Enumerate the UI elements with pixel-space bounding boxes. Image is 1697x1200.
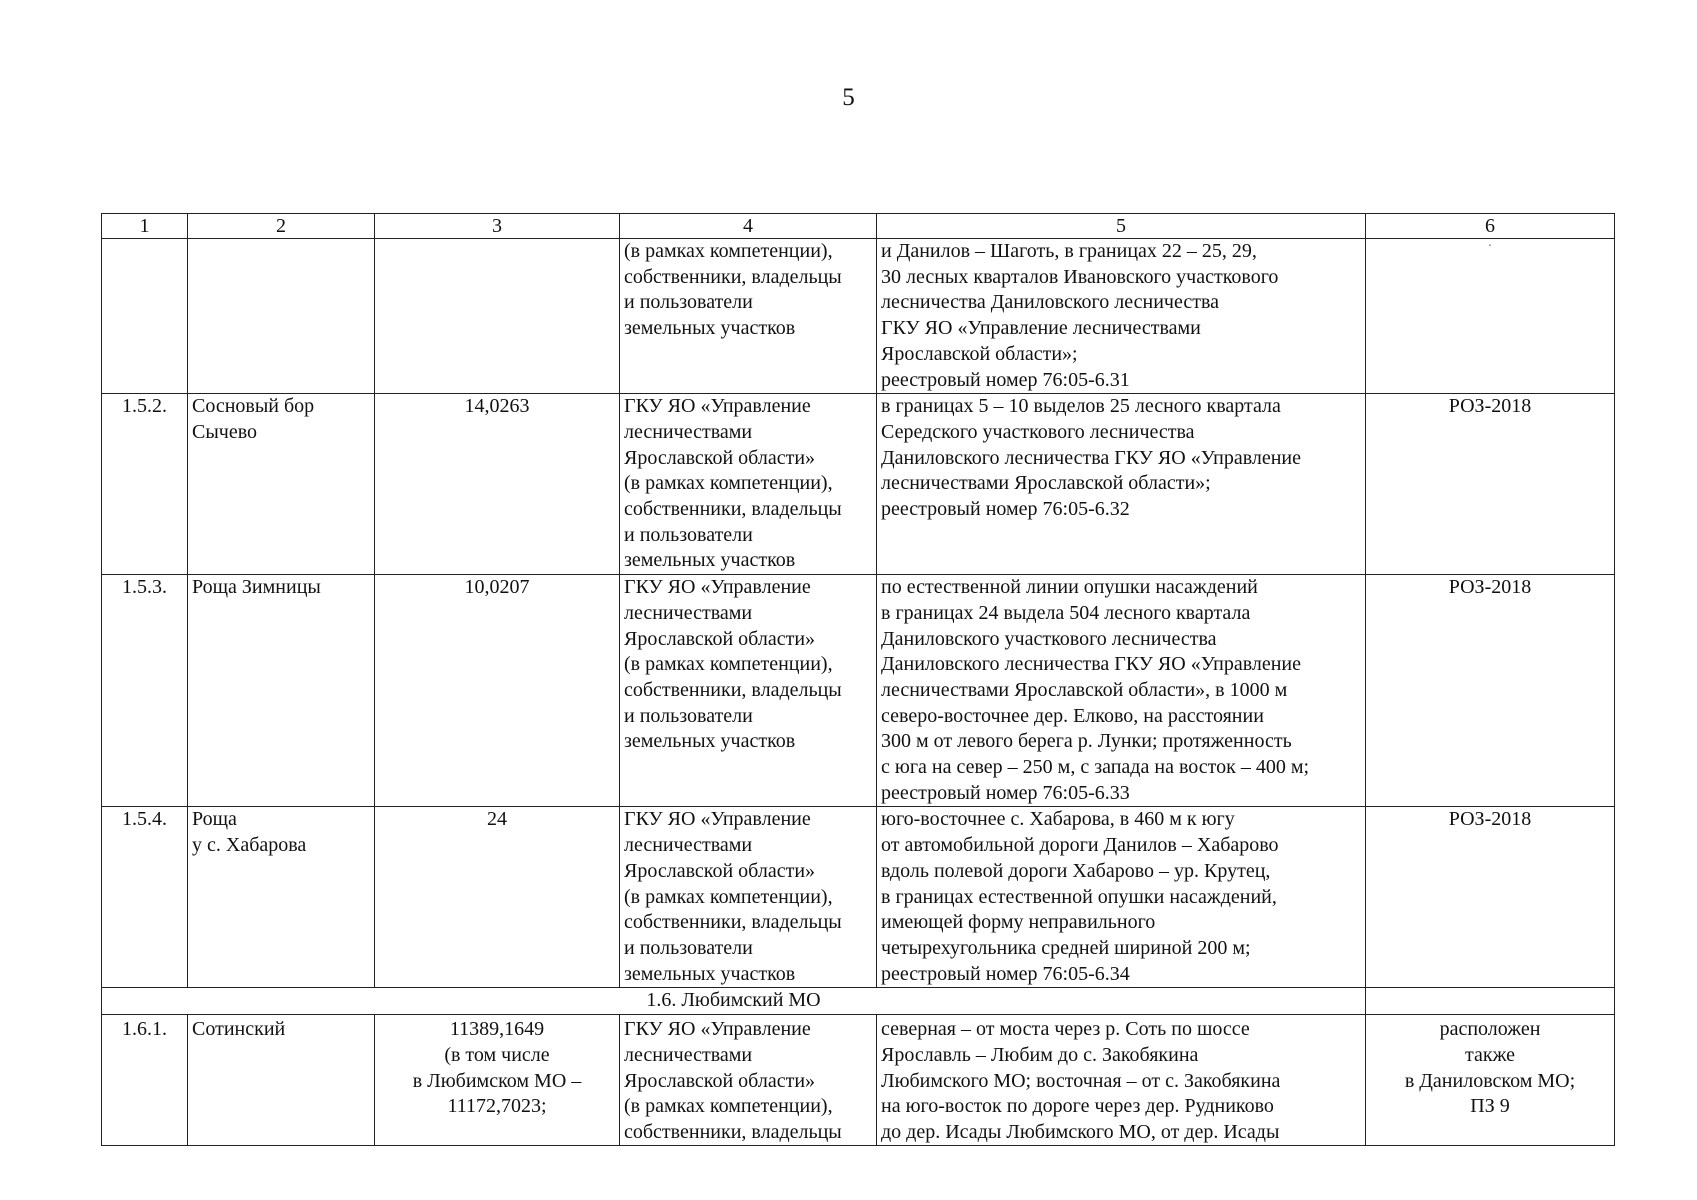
row-number: 1.5.3. [102, 575, 188, 807]
header-col-5: 5 [877, 214, 1366, 239]
row-number [102, 239, 188, 394]
row-description [877, 1015, 1366, 1146]
table-row [102, 239, 1615, 394]
row-area: 24 [375, 807, 620, 988]
table-row [102, 807, 1615, 988]
section-empty-cell [1366, 988, 1615, 1015]
row-area: 10,0207 [375, 575, 620, 807]
row-organization: ГКУ ЯО «Управление лесничествами Ярославской области» (в рамках компетенции), собственники, владельцы и пользователи земельных участков [620, 807, 877, 988]
row-number [102, 1015, 188, 1146]
table-row [102, 394, 1615, 575]
row-description: в границах 5 – 10 выделов 25 лесного квартала Середского участкового лесничества Даниловского лесничества ГКУ ЯО «Управление лесничествами Ярославской области»; реестровый номер 76:05-6.32 [877, 394, 1366, 575]
header-col-2: 2 [188, 214, 375, 239]
row-description: по естественной линии опушки насаждений в границах 24 выдела 504 лесного квартала Даниловского участкового лесничества Даниловского лесничества ГКУ ЯО «Управление лесничествами Ярославской области», в 1000 м северо-восточнее дер. Елково, на расстоянии 300 м от левого берега р. Лунки; протяженность с юга на север – 250 м, с запада на восток – 400 м; реестровый номер 76:05-6.33 [877, 575, 1366, 807]
row-name [188, 1015, 375, 1146]
row-name: Сосновый бор Сычево [188, 394, 375, 575]
row-description-text: северная – от моста через р. Соть по шоссе Ярославль – Любим до с. Закобякина Любимского МО; восточная – от с. Закобякина на юго-восток по дороге через дер. Рудниково до дер. Исады Любимского МО, от дер. Исады [881, 1018, 1281, 1143]
page-number: 5 [842, 84, 855, 111]
table-row [102, 575, 1615, 807]
row-note: · [1366, 239, 1615, 394]
row-description: и Данилов – Шаготь, в границах 22 – 25, 29, 30 лесных кварталов Ивановского участкового лесничества Даниловского лесничества ГКУ ЯО «Управление лесничествами Ярославской области»; реестровый номер 76:05-6.31 [877, 239, 1366, 394]
row-note: РОЗ-2018 [1366, 394, 1615, 575]
row-description: юго-восточнее с. Хабарова, в 460 м к югу от автомобильной дороги Данилов – Хабарово вдоль полевой дороги Хабарово – ур. Крутец, в границах естественной опушки насаждений, имеющей форму неправильного четырехугольника средней шириной 200 м; реестровый номер 76:05-6.34 [877, 807, 1366, 988]
row-number-text: 1.6.1. [122, 1018, 167, 1041]
row-name [188, 239, 375, 394]
row-area [375, 1015, 620, 1146]
header-col-1: 1 [102, 214, 188, 239]
header-row [102, 214, 1615, 239]
zones-table [101, 213, 1615, 1146]
section-row [102, 988, 1615, 1015]
row-number: 1.5.2. [102, 394, 188, 575]
header-col-3: 3 [375, 214, 620, 239]
row-number: 1.5.4. [102, 807, 188, 988]
row-note: РОЗ-2018 [1366, 575, 1615, 807]
row-organization: (в рамках компетенции), собственники, владельцы и пользователи земельных участков [620, 239, 877, 394]
row-area-text: 11389,1649 (в том числе в Любимском МО – 11172,7023; [412, 1018, 582, 1118]
row-area [375, 239, 620, 394]
row-organization [620, 1015, 877, 1146]
row-organization: ГКУ ЯО «Управление лесничествами Ярославской области» (в рамках компетенции), собственники, владельцы и пользователи земельных участков [620, 575, 877, 807]
row-note [1366, 1015, 1615, 1146]
row-name-text: Сотинский [192, 1018, 286, 1041]
row-area: 14,0263 [375, 394, 620, 575]
row-organization: ГКУ ЯО «Управление лесничествами Ярославской области» (в рамках компетенции), собственники, владельцы и пользователи земельных участков [620, 394, 877, 575]
table-row [102, 1015, 1615, 1146]
row-name: Роща Зимницы [188, 575, 375, 807]
row-note: РОЗ-2018 [1366, 807, 1615, 988]
row-name: Роща у с. Хабарова [188, 807, 375, 988]
header-col-6: 6 [1366, 214, 1615, 239]
header-col-4: 4 [620, 214, 877, 239]
row-organization-text: ГКУ ЯО «Управление лесничествами Ярославской области» (в рамках компетенции), собственники, владельцы [624, 1018, 842, 1143]
row-note-text: расположен также в Даниловском МО; ПЗ 9 [1404, 1018, 1576, 1118]
section-title: 1.6. Любимский МО [102, 988, 1366, 1015]
